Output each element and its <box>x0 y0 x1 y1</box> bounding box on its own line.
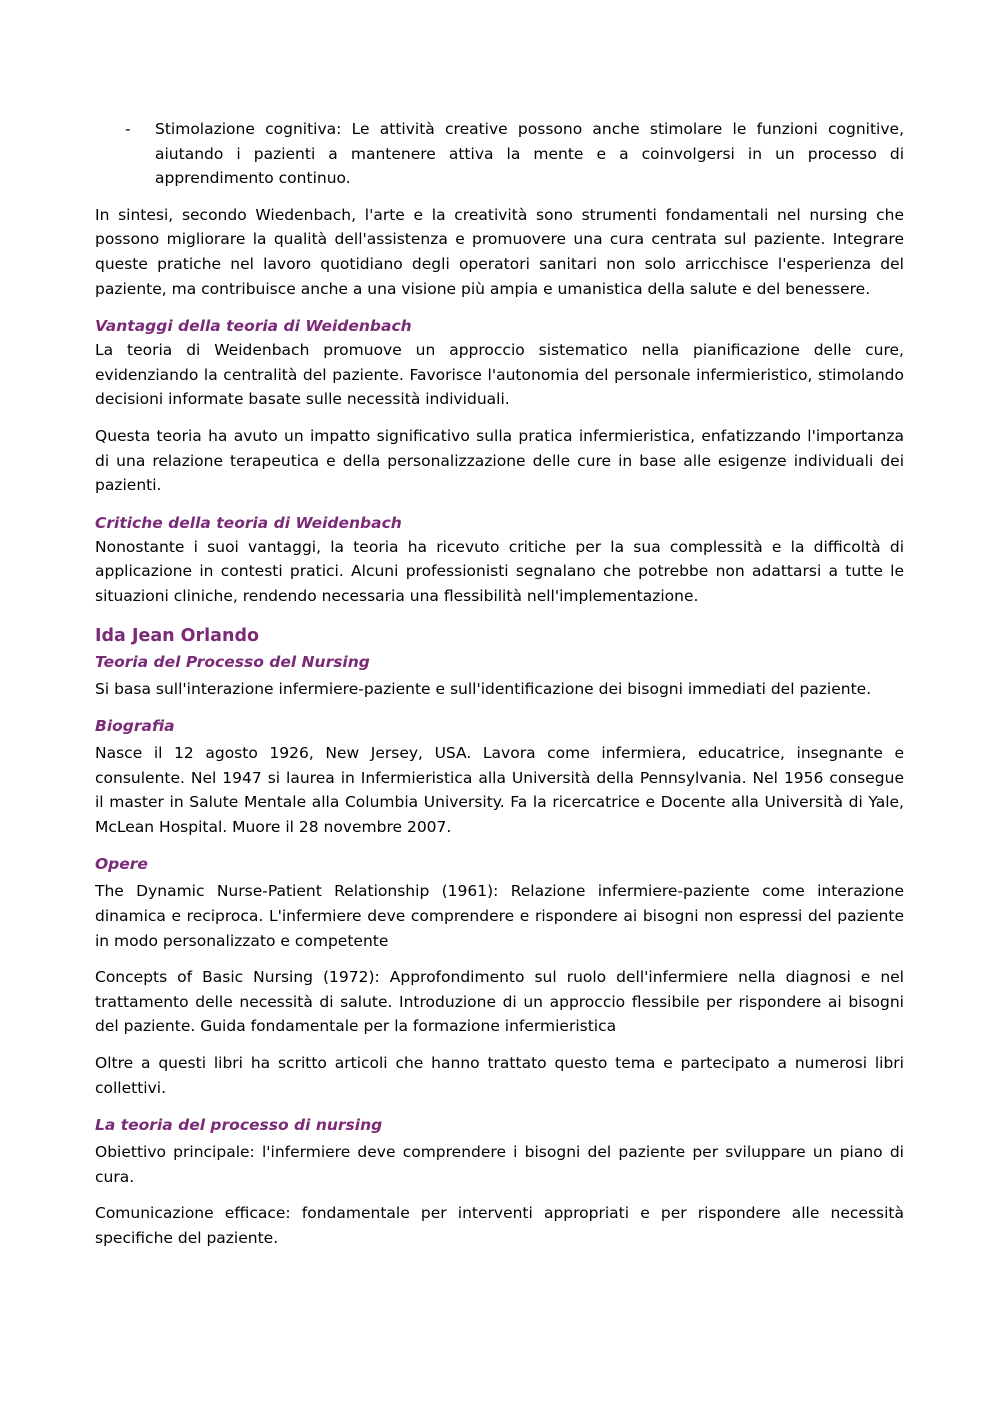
vantaggi-paragraph-1: La teoria di Weidenbach promuove un approccio sistematico nella pianificazione delle cure, evidenziando la centralità del paziente. Favorisce l'autonomia del personale infermieristico, stimolando decisioni informate basate sulle necessità individuali. <box>95 341 904 409</box>
document-page <box>95 117 904 1251</box>
biografia-paragraph: Nasce il 12 agosto 1926, New Jersey, USA. Lavora come infermiera, educatrice, insegnante e consulente. Nel 1947 si laurea in Infermieristica alla Università della Pennsylvania. Nel 1956 consegue il master in Salute Mentale alla Columbia University. Fa la ricercatrice e Docente alla Università di Yale, McLean Hospital. Muore il 28 novembre 2007. <box>95 744 904 836</box>
bullet-text: Stimolazione cognitiva: Le attività creative possono anche stimolare le funzioni cognitive, aiutando i pazienti a mantenere attiva la mente e a coinvolgersi in un processo di apprendimento continuo. <box>155 120 904 188</box>
bullet-marker: - <box>125 120 131 138</box>
teoria-processo-heading: Teoria del Processo del Nursing <box>95 652 370 671</box>
processo-paragraph-2: Comunicazione efficace: fondamentale per interventi appropriati e per rispondere alle necessità specifiche del paziente. <box>95 1204 904 1247</box>
teoria-processo-paragraph: Si basa sull'interazione infermiere-paziente e sull'identificazione dei bisogni immediati del paziente. <box>95 679 872 698</box>
vantaggi-heading: Vantaggi della teoria di Weidenbach <box>95 317 412 336</box>
bullet-item <box>95 117 904 191</box>
orlando-heading: Ida Jean Orlando <box>95 625 260 646</box>
opere-heading: Opere <box>95 855 148 874</box>
vantaggi-paragraph-2: Questa teoria ha avuto un impatto significativo sulla pratica infermieristica, enfatizzando l'importanza di una relazione terapeutica e della personalizzazione delle cure in base alle esigenze individuali dei pazienti. <box>95 426 904 495</box>
biografia-heading: Biografia <box>95 717 175 736</box>
critiche-heading: Critiche della teoria di Weidenbach <box>95 513 402 532</box>
summary-paragraph: In sintesi, secondo Wiedenbach, l'arte e la creatività sono strumenti fondamentali nel nursing che possono migliorare la qualità dell'assistenza e promuovere una cura centrata sul paziente. Integrare queste pratiche nel lavoro quotidiano degli operatori sanitari non solo arricchisce l'esperienza del paziente, ma contribuisce anche a una visione più ampia e umanistica della salute e del benessere. <box>95 205 904 298</box>
processo-nursing-heading: La teoria del processo di nursing <box>95 1116 383 1135</box>
critiche-paragraph: Nonostante i suoi vantaggi, la teoria ha ricevuto critiche per la sua complessità e la difficoltà di applicazione in contesti pratici. Alcuni professionisti segnalano che potrebbe non adattarsi a tutte le situazioni cliniche, rendendo necessaria una flessibilità nell'implementazione. <box>95 537 904 605</box>
processo-paragraph-1: Obiettivo principale: l'infermiere deve comprendere i bisogni del paziente per sviluppare un piano di cura. <box>95 1143 904 1186</box>
opere-paragraph-3: Oltre a questi libri ha scritto articoli che hanno trattato questo tema e partecipato a numerosi libri collettivi. <box>95 1054 904 1097</box>
opere-paragraph-1: The Dynamic Nurse-Patient Relationship (1961): Relazione infermiere-paziente come interazione dinamica e reciproca. L'infermiere deve comprendere e rispondere ai bisogni non espressi del paziente in modo personalizzato e competente <box>95 882 904 950</box>
opere-paragraph-2: Concepts of Basic Nursing (1972): Approfondimento sul ruolo dell'infermiere nella diagnosi e nel trattamento delle necessità di salute. Introduzione di un approccio flessibile per rispondere ai bisogni del paziente. Guida fondamentale per la formazione infermieristica <box>95 968 904 1036</box>
